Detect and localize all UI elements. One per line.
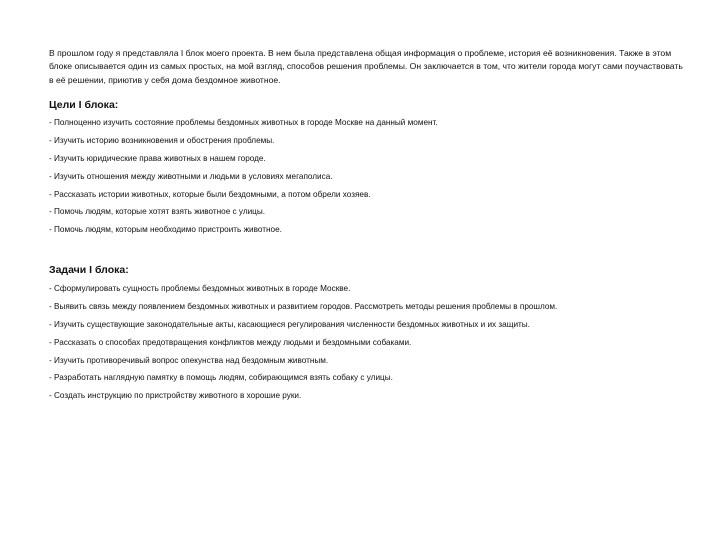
task-item: - Сформулировать сущность проблемы бездомных животных в городе Москве. [49,284,351,293]
task-item: - Выявить связь между появлением бездомных животных и развитием городов. Рассмотреть методы решения проблемы в прошлом. [49,301,558,311]
goal-item: - Полноценно изучить состояние проблемы бездомных животных в городе Москве на данный момент. [49,118,438,127]
goals-heading: Цели I блока: [49,99,119,111]
intro-paragraph: В прошлом году я представляла I блок моего проекта. В нем была представлена общая информация о проблеме, история её возникновения. Также в этом блоке описывается один из самых простых, на мой взгляд, способов решения проблемы. Он заключается в том, что жители города могут сами поучаствовать в её решении, приютив у себя дома бездомное животное. [49,48,683,85]
tasks-heading: Задачи I блока: [49,264,129,276]
task-item: - Создать инструкцию по пристройству животного в хорошие руки. [49,391,302,401]
goals-list [49,117,699,242]
task-item: - Изучить существующие законодательные акты, касающиеся регулирования численности бездомных животных и их защиты. [49,319,530,329]
goal-item: - Рассказать истории животных, которые были бездомными, а потом обрели хозяев. [49,189,371,199]
goal-item: - Изучить историю возникновения и обострения проблемы. [49,135,275,145]
tasks-list [49,283,699,408]
task-item: - Рассказать о способах предотвращения конфликтов между людьми и бездомными собаками. [49,337,412,347]
goal-item: - Помочь людям, которые хотят взять животное с улицы. [49,207,266,217]
task-item: - Разработать наглядную памятку в помощь людям, собирающимся взять собаку с улицы. [49,373,393,383]
goal-item: - Изучить юридические права животных в нашем городе. [49,153,266,163]
task-item: - Изучить противоречивый вопрос опекунства над бездомным животным. [49,355,329,365]
goal-item: - Изучить отношения между животными и людьми в условиях мегаполиса. [49,171,333,181]
goal-item: - Помочь людям, которым необходимо пристроить животное. [49,225,282,235]
